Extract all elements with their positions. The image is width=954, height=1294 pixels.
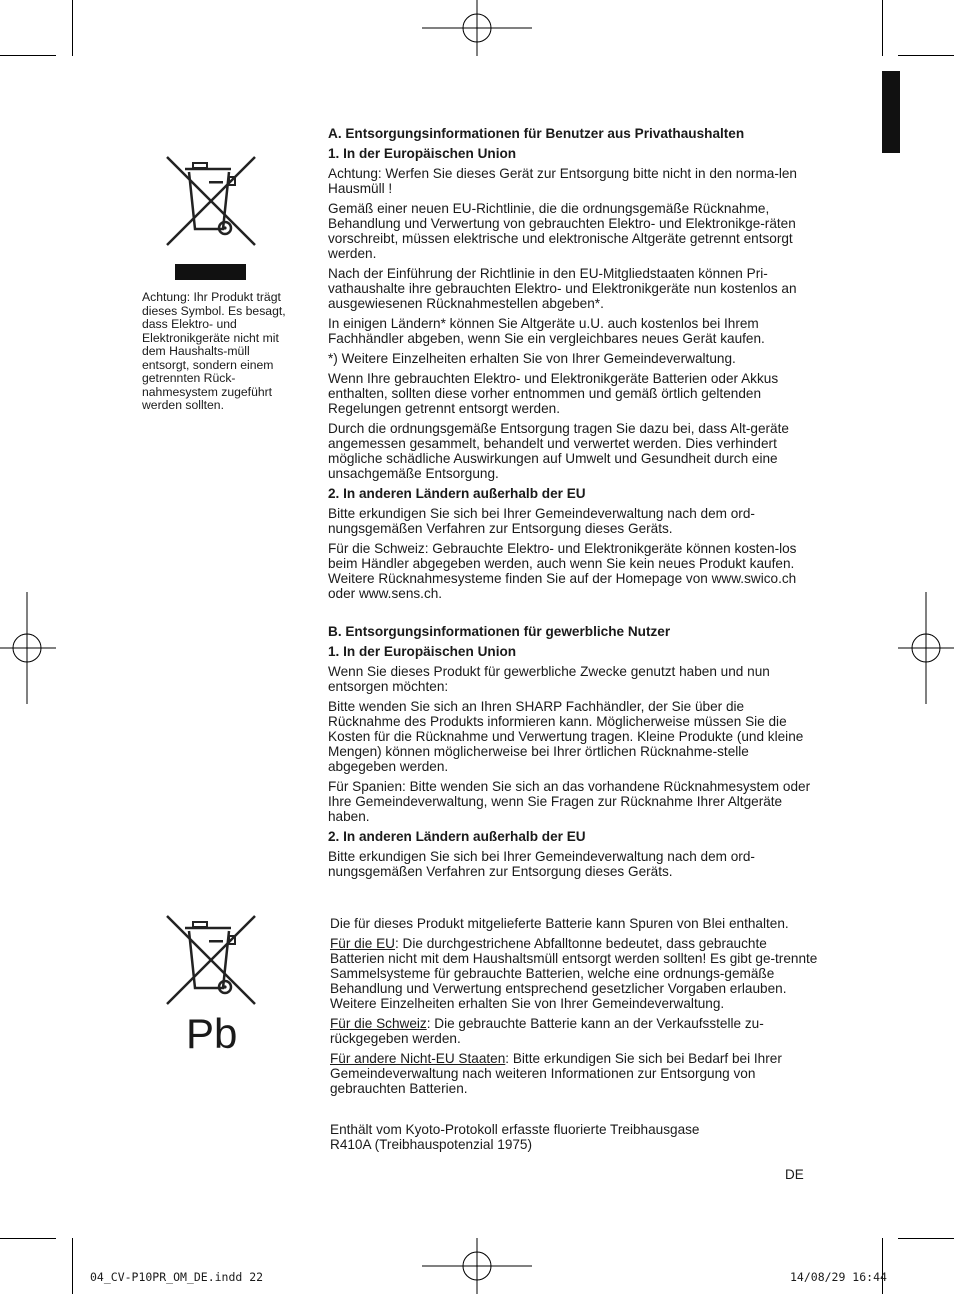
side-note: Achtung: Ihr Produkt trägt dieses Symbol. Es besagt, dass Elektro- und Elektronikgeräte nicht mit dem Haushalts-müll entsorgt, sondern einem getrennten Rück-nahmesystem zugeführt werden sollten. xyxy=(142,290,286,412)
kyoto-line: R410A (Treibhauspotenzial 1975) xyxy=(330,1137,533,1152)
paragraph: Die für dieses Produkt mitgelieferte Batterie kann Spuren von Blei enthalten. xyxy=(330,916,789,931)
paragraph: Wenn Ihre gebrauchten Elektro- und Elektronikgeräte Batterien oder Akkus enthalten, sollten diese vorher entnommen und gemäß örtlich geltenden Regelungen getrennt entsorgt werden. xyxy=(328,371,779,416)
language-tab-marker xyxy=(882,71,900,153)
paragraph: *) Weitere Einzelheiten erhalten Sie von Ihrer Gemeindeverwaltung. xyxy=(328,351,736,366)
paragraph: Bitte erkundigen Sie sich bei Ihrer Gemeindeverwaltung nach dem ord-nungsgemäßen Verfahren zur Entsorgung dieses Geräts. xyxy=(328,849,755,879)
weee-battery-bin-icon xyxy=(165,914,259,1006)
paragraph: Nach der Einführung der Richtlinie in den EU-Mitgliedstaaten können Pri-vathaushalte ihre gebrauchten Elektro- und Elektronikgeräte nun kostenlos an ausgewiesenen Rücknahmestellen abgeben*. xyxy=(328,266,797,311)
paragraph: Für die Schweiz: Gebrauchte Elektro- und Elektronikgeräte können kosten-los beim Händler abgegeben werden, auch wenn Sie kein neues Produkt kaufen. Weitere Rücknahmesysteme finden Sie auf der Homepage von www.swico.ch oder www.sens.ch. xyxy=(328,541,797,601)
registration-mark-icon xyxy=(0,592,56,704)
pb-label: Pb xyxy=(186,1010,238,1057)
subsection-heading: 2. In anderen Ländern außerhalb der EU xyxy=(328,486,586,501)
paragraph: Bitte erkundigen Sie sich bei Ihrer Gemeindeverwaltung nach dem ord-nungsgemäßen Verfahren zur Entsorgung dieses Geräts. xyxy=(328,506,755,536)
kyoto-line: Enthält vom Kyoto-Protokoll erfasste fluorierte Treibhausgase xyxy=(330,1122,700,1137)
paragraph: Wenn Sie dieses Produkt für gewerbliche Zwecke genutzt haben und nun entsorgen möchten: xyxy=(328,664,770,694)
battery-section xyxy=(330,916,820,1101)
section-heading: B. Entsorgungsinformationen für gewerbliche Nutzer xyxy=(328,624,671,639)
paragraph: Durch die ordnungsgemäße Entsorgung tragen Sie dazu bei, dass Alt-geräte angemessen gesammelt, behandelt und verwertet werden. Dies verhindert mögliche schädliche Auswirkungen auf Umwelt und Gesundheit durch eine unsachgemäße Entsorgung. xyxy=(328,421,789,481)
language-code: DE xyxy=(785,1167,804,1182)
weee-bar xyxy=(175,264,246,280)
subsection-heading: 1. In der Europäischen Union xyxy=(328,644,517,659)
paragraph: Gemäß einer neuen EU-Richtlinie, die die ordnungsgemäße Rücknahme, Behandlung und Verwertung von gebrauchten Elektro- und Elektronikge-räten vorschreibt, müssen elektrische und elektronische Altgeräte getrennt entsorgt werden. xyxy=(328,201,796,261)
kyoto-note xyxy=(330,1122,820,1152)
section-a xyxy=(328,126,818,606)
paragraph: Für andere Nicht-EU Staaten: Bitte erkundigen Sie sich bei Bedarf bei Ihrer Gemeindeverwaltung nach weiteren Informationen zur Entsorgung von gebrauchten Batterien. xyxy=(330,1051,782,1096)
footer-date: 14/08/29 16:44 xyxy=(790,1270,887,1284)
other-label: Für andere Nicht-EU Staaten xyxy=(330,1051,506,1066)
paragraph: Achtung: Werfen Sie dieses Gerät zur Entsorgung bitte nicht in den norma-len Hausmüll ! xyxy=(328,166,797,196)
paragraph: Für die Schweiz: Die gebrauchte Batterie kann an der Verkaufsstelle zu-rückgegeben werden. xyxy=(330,1016,764,1046)
paragraph: Für die EU: Die durchgestrichene Abfalltonne bedeutet, dass gebrauchte Batterien nicht mit dem Haushaltsmüll entsorgt werden sollten! Es gibt ge-trennte Sammelsysteme für gebrauchte Batterien, welche eine ordnungs-gemäße Behandlung und Verwertung entsprechend gesetzlicher Vorgaben erlauben. Weitere Einzelheiten erhalten Sie von Ihrer Gemeindeverwaltung. xyxy=(330,936,818,1011)
section-b xyxy=(328,624,818,884)
footer-file: 04_CV-P10PR_OM_DE.indd 22 xyxy=(90,1270,264,1284)
subsection-heading: 1. In der Europäischen Union xyxy=(328,146,517,161)
paragraph: In einigen Ländern* können Sie Altgeräte u.U. auch kostenlos bei Ihrem Fachhändler abgeben, wenn Sie ein vergleichbares neues Gerät kaufen. xyxy=(328,316,765,346)
ch-label: Für die Schweiz xyxy=(330,1016,427,1031)
registration-mark-icon xyxy=(898,592,954,704)
weee-bin-icon xyxy=(165,155,259,247)
subsection-heading: 2. In anderen Ländern außerhalb der EU xyxy=(328,829,586,844)
section-heading: A. Entsorgungsinformationen für Benutzer aus Privathaushalten xyxy=(328,126,745,141)
paragraph: Bitte wenden Sie sich an Ihren SHARP Fachhändler, der Sie über die Rücknahme des Produkts informieren kann. Möglicherweise müssen Sie die Kosten für die Rücknahme und Verwertung tragen. Kleine Produkte (und kleine Mengen) können möglicherweise bei Ihrer örtlichen Rücknahme-stelle abgegeben werden. xyxy=(328,699,804,774)
registration-mark-icon xyxy=(422,0,532,60)
eu-label: Für die EU xyxy=(330,936,395,951)
registration-mark-icon xyxy=(422,1238,532,1294)
paragraph: Für Spanien: Bitte wenden Sie sich an das vorhandene Rücknahmesystem oder Ihre Gemeindeverwaltung, wenn Sie Fragen zur Rücknahme Ihrer Altgeräte haben. xyxy=(328,779,811,824)
